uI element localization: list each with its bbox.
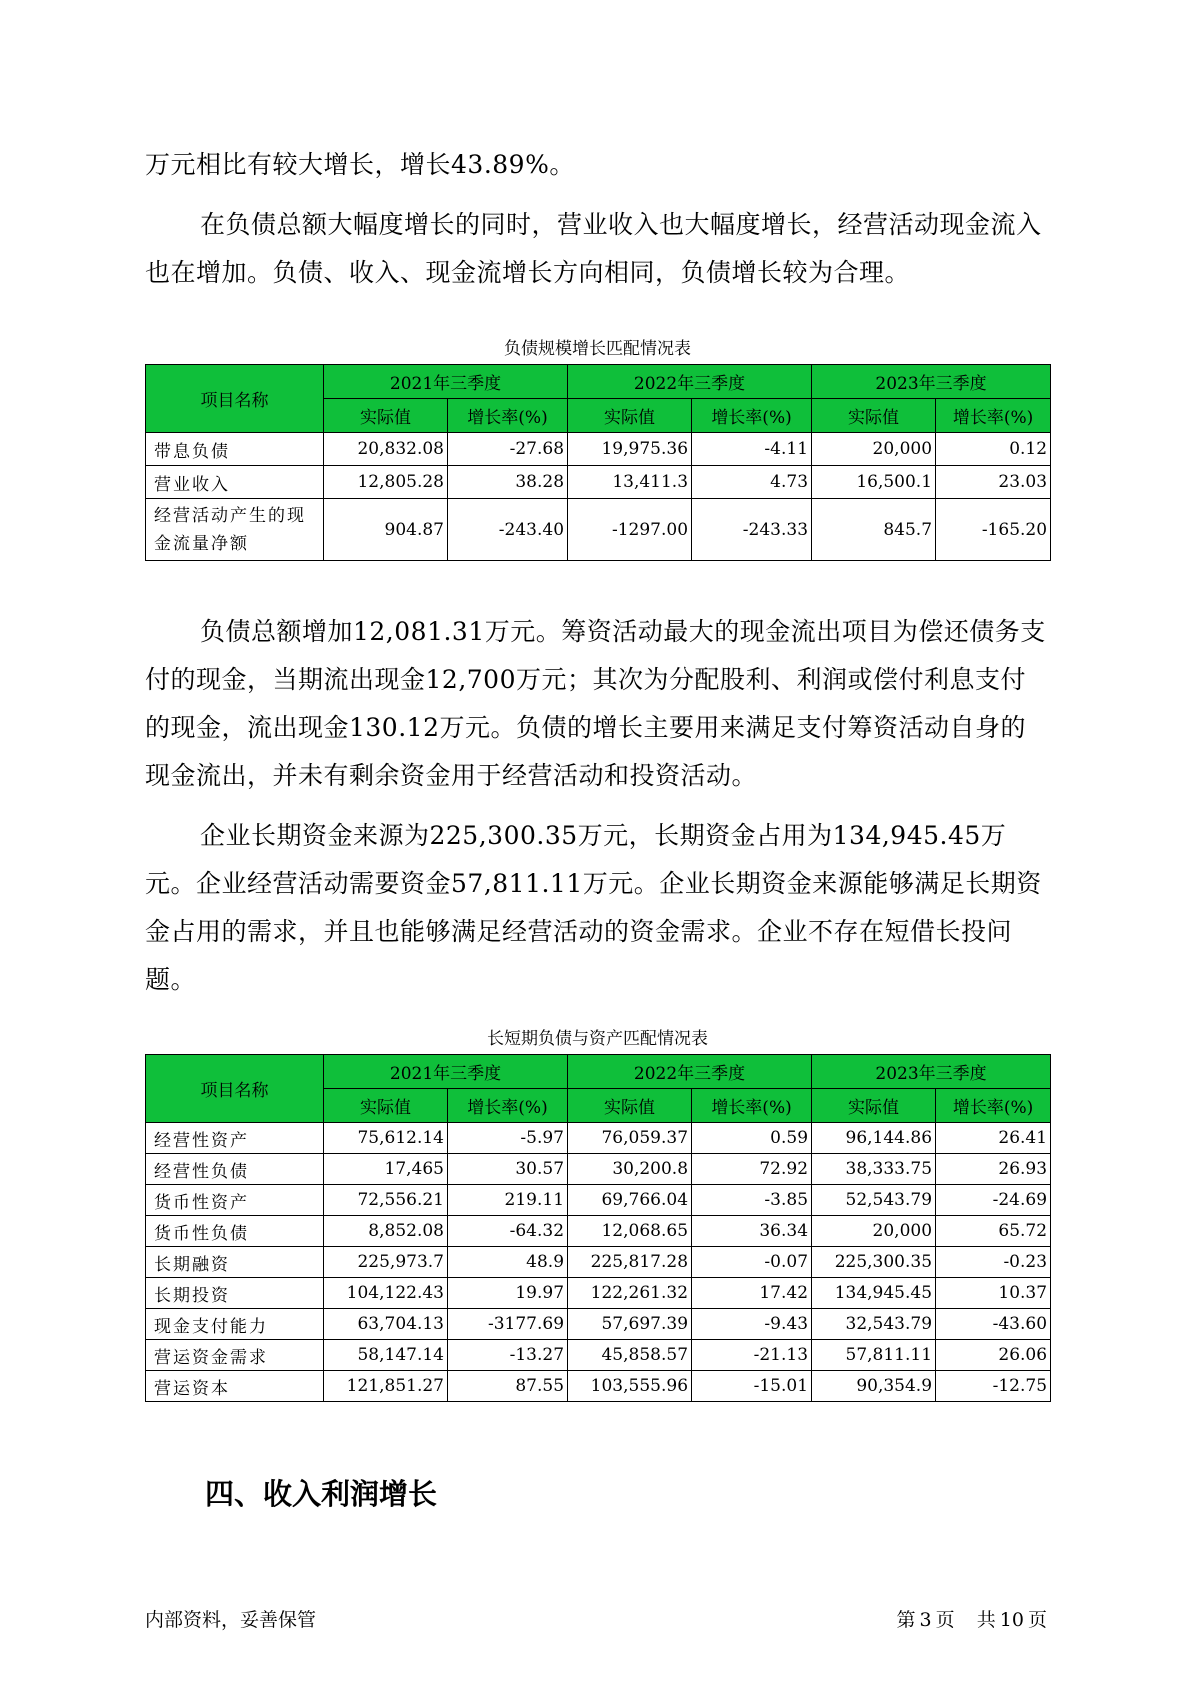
table-row (146, 1278, 1051, 1309)
table-row (146, 1216, 1051, 1247)
row-label: 货币性资产 (146, 1185, 324, 1216)
row-label: 经营性资产 (146, 1123, 324, 1154)
footer-confidential-note: 内部资料，妥善保管 (145, 1609, 317, 1631)
cell: 103,555.96 (568, 1371, 692, 1402)
cell: 4.73 (692, 466, 812, 499)
cell: -243.33 (692, 499, 812, 561)
table-row (146, 1340, 1051, 1371)
cell: 134,945.45 (812, 1278, 936, 1309)
period-header: 2023年三季度 (812, 365, 1051, 399)
cell: 38.28 (448, 466, 568, 499)
cell: -64.32 (448, 1216, 568, 1247)
cell: -13.27 (448, 1340, 568, 1371)
period-header: 2023年三季度 (812, 1055, 1051, 1089)
cell: 30.57 (448, 1154, 568, 1185)
cell: 219.11 (448, 1185, 568, 1216)
actual-value-header: 实际值 (324, 399, 448, 433)
cell: 65.72 (936, 1216, 1051, 1247)
cell: 57,697.39 (568, 1309, 692, 1340)
cell: 20,000 (812, 433, 936, 466)
period-header: 2022年三季度 (568, 365, 812, 399)
total-unit: 页 (1027, 1609, 1047, 1631)
cell: 17,465 (324, 1154, 448, 1185)
table2-caption: 长短期负债与资产匹配情况表 (487, 1029, 708, 1049)
growth-rate-header: 增长率(%) (692, 399, 812, 433)
cell: -0.07 (692, 1247, 812, 1278)
cell: 10.37 (936, 1278, 1051, 1309)
period-header: 2022年三季度 (568, 1055, 812, 1089)
cell: 58,147.14 (324, 1340, 448, 1371)
table-row (146, 499, 1051, 561)
table-row (146, 1247, 1051, 1278)
cell: 30,200.8 (568, 1154, 692, 1185)
table-row (146, 466, 1051, 499)
page-unit: 页 (935, 1609, 955, 1631)
cell: -3.85 (692, 1185, 812, 1216)
cell: 20,000 (812, 1216, 936, 1247)
cell: 38,333.75 (812, 1154, 936, 1185)
actual-value-header: 实际值 (568, 399, 692, 433)
cell: 87.55 (448, 1371, 568, 1402)
cell: -165.20 (936, 499, 1051, 561)
growth-rate-header: 增长率(%) (692, 1089, 812, 1123)
cell: 26.93 (936, 1154, 1051, 1185)
cell: -243.40 (448, 499, 568, 561)
cell: 904.87 (324, 499, 448, 561)
cell: -12.75 (936, 1371, 1051, 1402)
cell: 69,766.04 (568, 1185, 692, 1216)
cell: 36.34 (692, 1216, 812, 1247)
row-label: 营运资本 (146, 1371, 324, 1402)
cell: 16,500.1 (812, 466, 936, 499)
growth-rate-header: 增长率(%) (936, 399, 1051, 433)
cell: -21.13 (692, 1340, 812, 1371)
paragraph-2: 在负债总额大幅度增长的同时，营业收入也大幅度增长，经营活动现金流入也在增加。负债、收入、现金流增长方向相同，负债增长较为合理。 (145, 210, 1042, 287)
cell: 225,300.35 (812, 1247, 936, 1278)
row-label: 长期投资 (146, 1278, 324, 1309)
table-row (146, 433, 1051, 466)
cell: -27.68 (448, 433, 568, 466)
cell: -4.11 (692, 433, 812, 466)
table-row (146, 1154, 1051, 1185)
cell: 32,543.79 (812, 1309, 936, 1340)
item-name-header: 项目名称 (146, 1055, 324, 1123)
cell: 12,068.65 (568, 1216, 692, 1247)
footer-page-info (895, 1605, 1049, 1632)
total-prefix: 共 (976, 1609, 996, 1631)
paragraph-3: 负债总额增加12,081.31万元。筹资活动最大的现金流出项目为偿还债务支付的现金，当期流出现金12,700万元；其次为分配股利、利润或偿付利息支付的现金，流出现金130.12万元。负债的增长主要用来满足支付筹资活动自身的现金流出，并未有剩余资金用于经营活动和投资活动。 (145, 617, 1046, 790)
cell: 225,817.28 (568, 1247, 692, 1278)
cell: 63,704.13 (324, 1309, 448, 1340)
table-debt-growth (145, 364, 1051, 561)
cell: 121,851.27 (324, 1371, 448, 1402)
cell: 19,975.36 (568, 433, 692, 466)
growth-rate-header: 增长率(%) (448, 1089, 568, 1123)
row-label: 营业收入 (146, 466, 324, 499)
cell: 845.7 (812, 499, 936, 561)
cell: 52,543.79 (812, 1185, 936, 1216)
cell: -5.97 (448, 1123, 568, 1154)
cell: 17.42 (692, 1278, 812, 1309)
cell: -43.60 (936, 1309, 1051, 1340)
cell: -24.69 (936, 1185, 1051, 1216)
cell: 0.59 (692, 1123, 812, 1154)
row-label: 货币性负债 (146, 1216, 324, 1247)
cell: 19.97 (448, 1278, 568, 1309)
cell: 72,556.21 (324, 1185, 448, 1216)
growth-rate-header: 增长率(%) (448, 399, 568, 433)
actual-value-header: 实际值 (812, 399, 936, 433)
total-pages: 10 (999, 1609, 1024, 1631)
item-name-header: 项目名称 (146, 365, 324, 433)
cell: -15.01 (692, 1371, 812, 1402)
cell: 26.41 (936, 1123, 1051, 1154)
table-row (146, 1123, 1051, 1154)
row-label: 现金支付能力 (146, 1309, 324, 1340)
cell: 45,858.57 (568, 1340, 692, 1371)
row-label: 营运资金需求 (146, 1340, 324, 1371)
paragraph-4: 企业长期资金来源为225,300.35万元，长期资金占用为134,945.45万元。企业经营活动需要资金57,811.11万元。企业长期资金来源能够满足长期资金占用的需求，并且也能够满足经营活动的资金需求。企业不存在短借长投问题。 (145, 821, 1042, 994)
period-header: 2021年三季度 (324, 1055, 568, 1089)
cell: 12,805.28 (324, 466, 448, 499)
row-label: 长期融资 (146, 1247, 324, 1278)
cell: 57,811.11 (812, 1340, 936, 1371)
period-header: 2021年三季度 (324, 365, 568, 399)
table-row (146, 1185, 1051, 1216)
table-row (146, 1371, 1051, 1402)
cell: 20,832.08 (324, 433, 448, 466)
actual-value-header: 实际值 (812, 1089, 936, 1123)
cell: 8,852.08 (324, 1216, 448, 1247)
cell: 76,059.37 (568, 1123, 692, 1154)
cell: 104,122.43 (324, 1278, 448, 1309)
page-prefix: 第 (896, 1609, 916, 1631)
cell: -0.23 (936, 1247, 1051, 1278)
cell: 23.03 (936, 466, 1051, 499)
cell: 122,261.32 (568, 1278, 692, 1309)
cell: 96,144.86 (812, 1123, 936, 1154)
growth-rate-header: 增长率(%) (936, 1089, 1051, 1123)
page-number: 3 (919, 1609, 932, 1631)
row-label: 带息负债 (146, 433, 324, 466)
actual-value-header: 实际值 (568, 1089, 692, 1123)
cell: 13,411.3 (568, 466, 692, 499)
cell: 75,612.14 (324, 1123, 448, 1154)
cell: -1297.00 (568, 499, 692, 561)
section-heading: 四、收入利润增长 (205, 1477, 438, 1511)
cell: 90,354.9 (812, 1371, 936, 1402)
row-label: 经营活动产生的现金流量净额 (146, 499, 324, 561)
paragraph-1: 万元相比有较大增长，增长43.89%。 (145, 150, 575, 179)
cell: 72.92 (692, 1154, 812, 1185)
actual-value-header: 实际值 (324, 1089, 448, 1123)
cell: 26.06 (936, 1340, 1051, 1371)
table1-caption: 负债规模增长匹配情况表 (504, 339, 691, 359)
cell: -9.43 (692, 1309, 812, 1340)
table-row (146, 1309, 1051, 1340)
table-liability-asset-match (145, 1054, 1051, 1402)
row-label: 经营性负债 (146, 1154, 324, 1185)
cell: 48.9 (448, 1247, 568, 1278)
cell: -3177.69 (448, 1309, 568, 1340)
cell: 0.12 (936, 433, 1051, 466)
cell: 225,973.7 (324, 1247, 448, 1278)
